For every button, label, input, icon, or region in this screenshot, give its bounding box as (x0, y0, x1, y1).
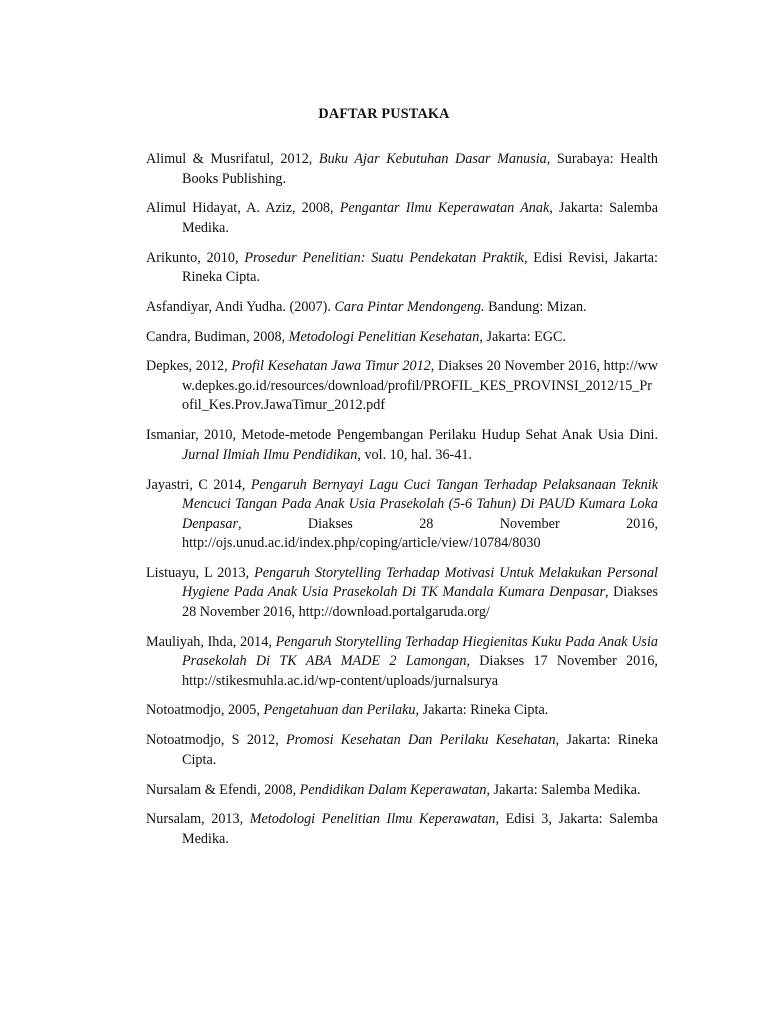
reference-authors: Notoatmodjo, 2005, (146, 702, 264, 719)
reference-publisher: , Surabaya: Health Books Publishing. (182, 151, 658, 187)
reference-authors: Depkes, 2012, (146, 358, 232, 375)
reference-authors: Alimul Hidayat, A. Aziz, 2008, (146, 200, 340, 217)
reference-title: Pengetahuan dan Perilaku (263, 702, 416, 719)
reference-publisher: , Diakses 28 November 2016, http://ojs.unud.ac.id/index.php/coping/article/view/10784/8030 (182, 515, 658, 552)
reference-authors: Jayastri, C 2014, (146, 476, 251, 493)
reference-entry (146, 810, 658, 849)
reference-title: Pengaruh Storytelling Terhadap Motivasi Untuk Melakukan Personal Hygiene Pada Anak Usia Prasekolah Di TK Mandala Kumara Denpasar (182, 564, 658, 601)
reference-entry (146, 199, 658, 238)
reference-publisher: , Jakarta: Rineka Cipta. (182, 732, 658, 768)
reference-authors: Mauliyah, Ihda, 2014, (146, 633, 276, 650)
reference-authors: Notoatmodjo, S 2012, (146, 732, 286, 749)
reference-title: Jurnal Ilmiah Ilmu Pendidikan (182, 446, 358, 463)
reference-title: Cara Pintar Mendongeng. (334, 298, 485, 315)
reference-entry (146, 701, 658, 721)
reference-url[interactable]: http://www.depkes.go.id/resources/download/profil/PROFIL_KES_PROVINSI_2012/15_Profil_Kes.Prov.JawaTimur_2012.pdf (182, 358, 658, 414)
reference-title: Buku Ajar Kebutuhan Dasar Manusia (318, 151, 547, 167)
reference-entry (146, 150, 658, 189)
reference-title: Metodologi Penelitian Ilmu Keperawatan (249, 811, 496, 828)
reference-publisher: , Edisi Revisi, Jakarta: Rineka Cipta. (182, 249, 659, 286)
reference-authors: Nursalam, 2013, (146, 811, 250, 828)
reference-title: Profil Kesehatan Jawa Timur 2012 (231, 358, 431, 375)
page-title: DAFTAR PUSTAKA (318, 106, 450, 122)
reference-publisher: Bandung: Mizan. (484, 298, 587, 315)
reference-title: Pengantar Ilmu Keperawatan Anak (339, 200, 550, 217)
reference-entry (146, 249, 658, 288)
reference-entry (146, 328, 658, 348)
reference-entry (146, 426, 658, 465)
reference-title: Prosedur Penelitian: Suatu Pendekatan Praktik (244, 249, 524, 266)
reference-publisher: , Diakses 28 November 2016, http://download.portalgaruda.org/ (182, 584, 658, 620)
reference-authors: Ismaniar, 2010, Metode-metode Pengembangan Perilaku Hudup Sehat Anak Usia Dini. (146, 427, 658, 444)
reference-title: Metodologi Penelitian Kesehatan (288, 328, 480, 345)
reference-publisher: , Diakses 20 November 2016, (430, 358, 604, 375)
reference-publisher: , Jakarta: Salemba Medika. (486, 781, 641, 798)
reference-entry (146, 731, 658, 770)
reference-title: Pengaruh Bernyayi Lagu Cuci Tangan Terhadap Pelaksanaan Teknik Mencuci Tangan Pada Anak Usia Prasekolah (5-6 Tahun) Di PAUD Kumara Loka Denpasar (182, 476, 658, 532)
reference-authors: Asfandiyar, Andi Yudha. (2007). (146, 298, 335, 315)
reference-authors: Listuayu, L 2013, (146, 564, 255, 581)
reference-publisher: , Jakarta: EGC. (479, 328, 567, 345)
reference-authors: Nursalam & Efendi, 2008, (146, 781, 300, 798)
reference-publisher: , Diakses 17 November 2016, http://stikesmuhla.ac.id/wp-content/uploads/jurnalsurya (182, 653, 658, 689)
reference-publisher: , Jakarta: Salemba Medika. (182, 200, 658, 236)
reference-entry (146, 298, 658, 318)
reference-entry (146, 633, 658, 692)
reference-entry (146, 564, 658, 623)
reference-authors: Arikunto, 2010, (146, 249, 245, 266)
reference-authors: Alimul & Musrifatul, 2012, (146, 151, 319, 167)
reference-entry (146, 476, 658, 554)
reference-publisher: , vol. 10, hal. 36-41. (357, 446, 473, 463)
reference-entry (146, 357, 658, 416)
reference-title: Pendidikan Dalam Keperawatan (299, 781, 487, 798)
reference-publisher: , Edisi 3, Jakarta: Salemba Medika. (182, 811, 658, 847)
reference-entry (146, 781, 658, 801)
reference-list (146, 150, 658, 860)
reference-publisher: , Jakarta: Rineka Cipta. (415, 702, 549, 719)
reference-title: Pengaruh Storytelling Terhadap Hiegienitas Kuku Pada Anak Usia Prasekolah Di TK ABA MADE 2 Lamongan (182, 633, 658, 670)
reference-title: Promosi Kesehatan Dan Perilaku Kesehatan (286, 732, 556, 749)
reference-authors: Candra, Budiman, 2008, (146, 328, 289, 345)
